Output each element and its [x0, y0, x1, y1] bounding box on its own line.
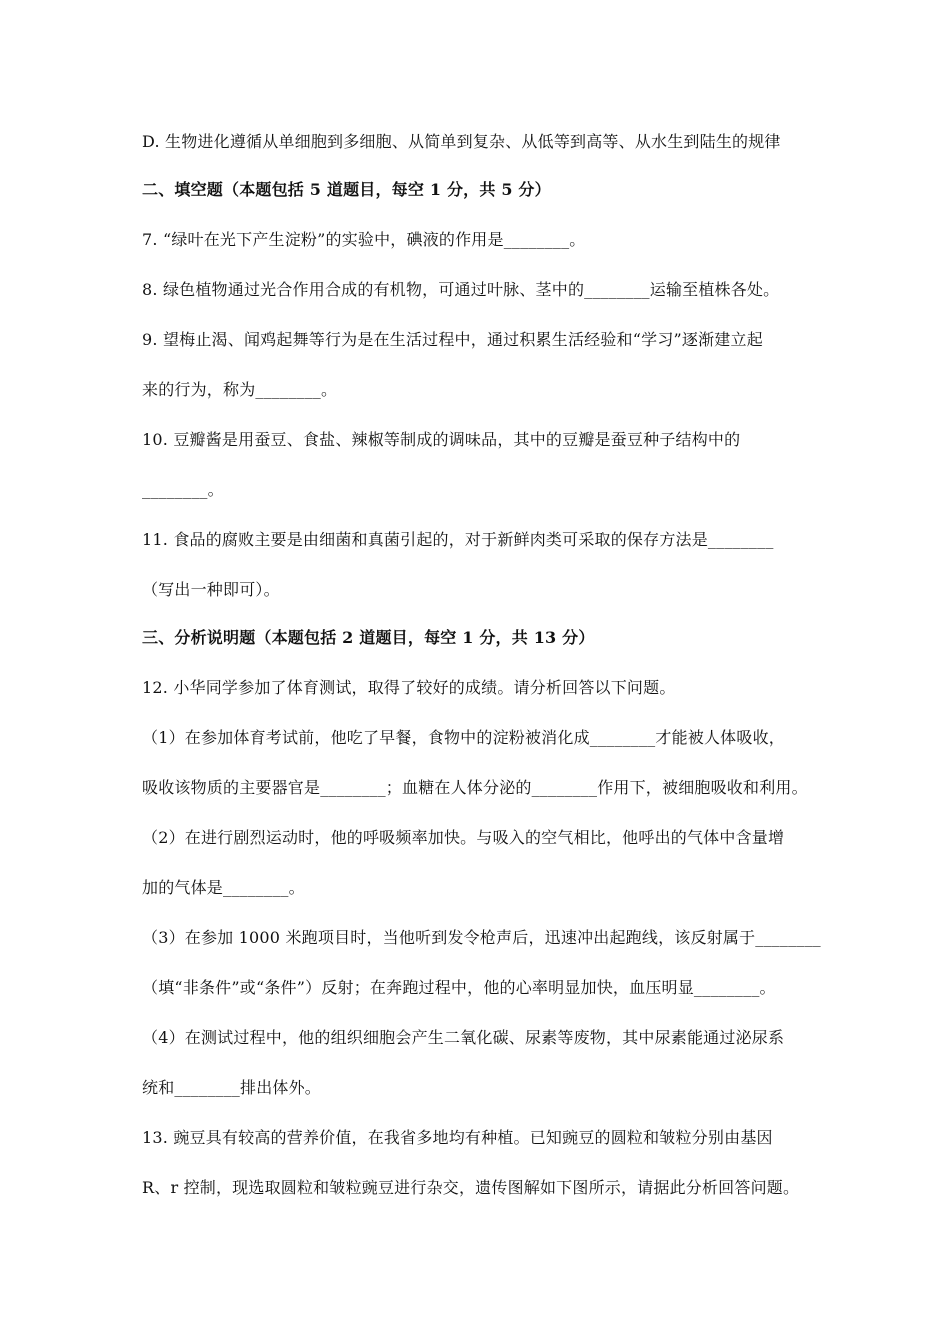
question-11-line-1: 11. 食品的腐败主要是由细菌和真菌引起的，对于新鲜肉类可采取的保存方法是________	[142, 530, 774, 549]
section-heading-analysis: 三、分析说明题（本题包括 2 道题目，每空 1 分，共 13 分）	[142, 628, 595, 647]
question-12-part-4-line-1: （4）在测试过程中，他的组织细胞会产生二氧化碳、尿素等废物，其中尿素能通过泌尿系	[142, 1028, 785, 1047]
question-12-part-1-line-1: （1）在参加体育考试前，他吃了早餐，食物中的淀粉被消化成________才能被人体吸收，	[142, 728, 785, 747]
question-10-line-1: 10. 豆瓣酱是用蚕豆、食盐、辣椒等制成的调味品，其中的豆瓣是蚕豆种子结构中的	[142, 430, 741, 449]
option-d-text: D. 生物进化遵循从单细胞到多细胞、从简单到复杂、从低等到高等、从水生到陆生的规律	[142, 132, 781, 151]
question-12-part-2-line-1: （2）在进行剧烈运动时，他的呼吸频率加快。与吸入的空气相比，他呼出的气体中含量增	[142, 828, 785, 847]
question-9-line-1: 9. 望梅止渴、闻鸡起舞等行为是在生活过程中，通过积累生活经验和“学习”逐渐建立起	[142, 330, 763, 349]
question-13-line-1: 13. 豌豆具有较高的营养价值，在我省多地均有种植。已知豌豆的圆粒和皱粒分别由基因	[142, 1128, 773, 1147]
question-12-part-3-line-2: （填“非条件”或“条件”）反射；在奔跑过程中，他的心率明显加快，血压明显________。	[142, 978, 776, 997]
question-12-part-1-line-2: 吸收该物质的主要器官是________；血糖在人体分泌的________作用下，被细胞吸收和利用。	[142, 778, 808, 797]
question-10-line-2: ________。	[142, 480, 224, 499]
section-heading-fill-blank: 二、填空题（本题包括 5 道题目，每空 1 分，共 5 分）	[142, 180, 551, 199]
question-11-line-2: （写出一种即可）。	[142, 580, 280, 599]
question-13-line-2: R、r 控制，现选取圆粒和皱粒豌豆进行杂交，遗传图解如下图所示，请据此分析回答问题。	[142, 1178, 800, 1197]
question-12-part-4-line-2: 统和________排出体外。	[142, 1078, 322, 1097]
question-12-part-3-line-1: （3）在参加 1000 米跑项目时，当他听到发令枪声后，迅速冲出起跑线，该反射属于________	[142, 928, 821, 947]
question-9-line-2: 来的行为，称为________。	[142, 380, 338, 399]
question-8: 8. 绿色植物通过光合作用合成的有机物，可通过叶脉、茎中的________运输至植株各处。	[142, 280, 780, 299]
question-7: 7. “绿叶在光下产生淀粉”的实验中，碘液的作用是________。	[142, 230, 586, 249]
question-12-part-2-line-2: 加的气体是________。	[142, 878, 305, 897]
question-12-intro: 12. 小华同学参加了体育测试，取得了较好的成绩。请分析回答以下问题。	[142, 678, 676, 697]
